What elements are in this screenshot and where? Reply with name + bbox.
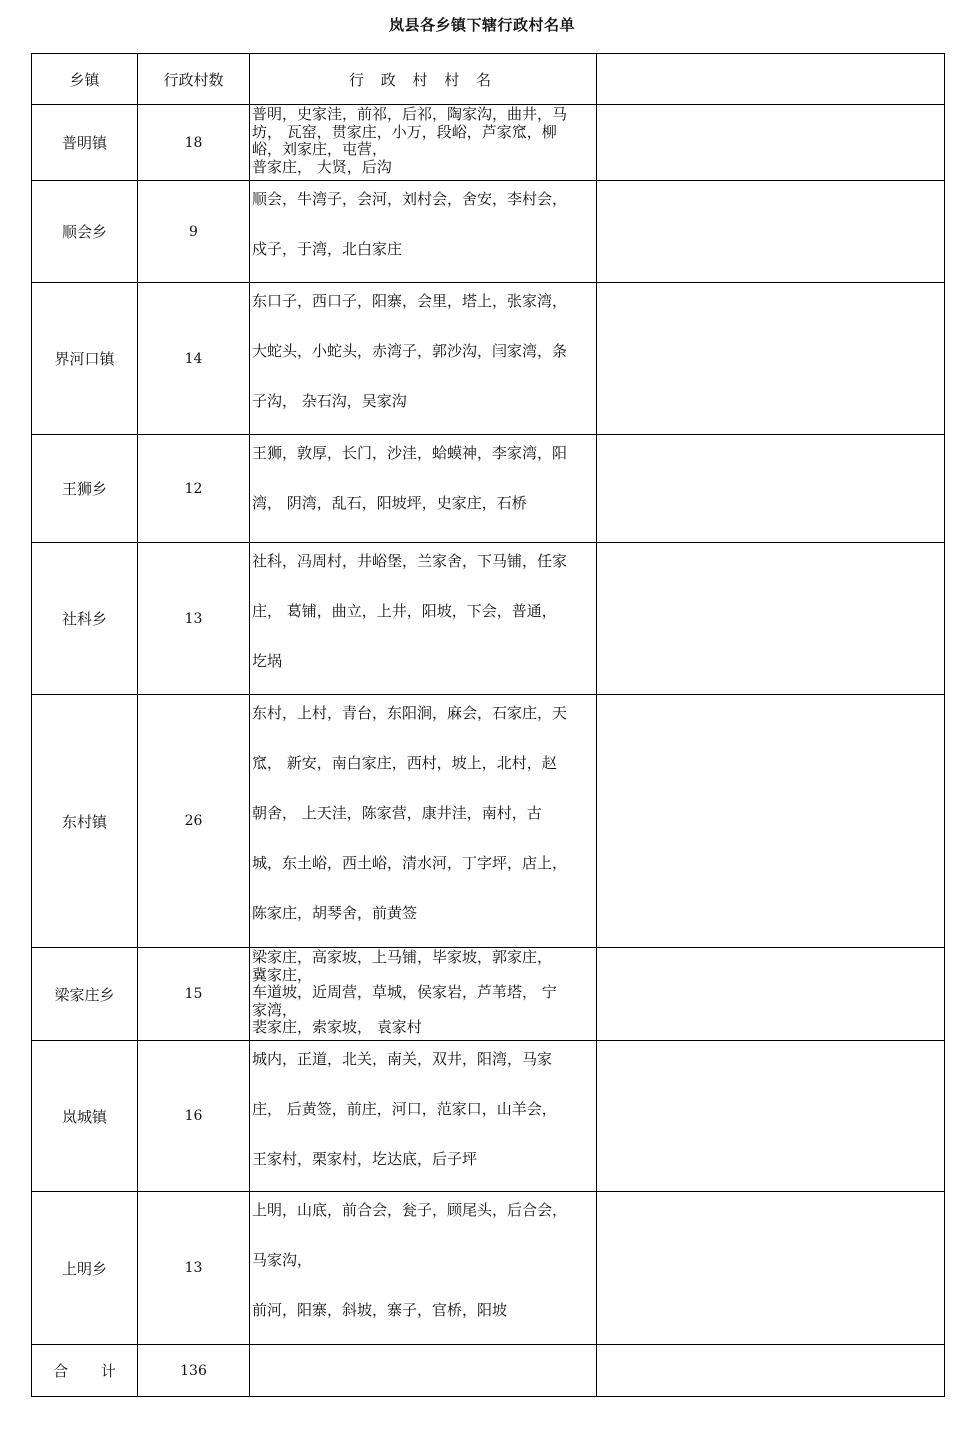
village-names-line: 湾， 阴湾，乱石，阳坡坪，史家庄，石桥: [252, 494, 527, 512]
extra-cell: [597, 435, 945, 543]
extra-cell: [597, 283, 945, 435]
total-count: 136: [138, 1345, 250, 1397]
extra-cell: [597, 1192, 945, 1345]
village-names: [250, 695, 597, 948]
village-names-line: 城，东土峪，西土峪，清水河，丁字坪，店上，: [252, 854, 568, 872]
table-row: [32, 283, 945, 435]
village-count: 18: [138, 105, 250, 181]
village-count: 9: [138, 181, 250, 283]
village-names-line: 大蛇头，小蛇头，赤湾子，郭沙沟，闫家湾，条: [252, 342, 568, 360]
town-name: 普明镇: [32, 105, 138, 181]
town-name: 界河口镇: [32, 283, 138, 435]
village-names-line: 王狮，敦厚，长门，沙洼，蛤蟆神，李家湾，阳: [252, 444, 568, 462]
village-names-line: 城内，正道，北关，南关，双井，阳湾，马家: [252, 1050, 553, 1068]
village-names: [250, 435, 597, 543]
village-count: 13: [138, 543, 250, 695]
village-names: [250, 105, 597, 181]
village-names-line: 坊， 瓦窑，贯家庄，小万，段峪，芦家窊，柳: [252, 122, 557, 141]
town-name: 东村镇: [32, 695, 138, 948]
extra-cell: [597, 105, 945, 181]
village-names: [250, 543, 597, 695]
village-count: 12: [138, 435, 250, 543]
extra-cell: [597, 695, 945, 948]
village-names-line: 社科，冯周村，井峪堡，兰家舍，下马铺，任家: [252, 552, 568, 570]
header-extra: [597, 54, 945, 105]
town-name: 岚城镇: [32, 1041, 138, 1192]
village-names-line: 东村，上村，青台，东阳涧，麻会，石家庄，天: [252, 704, 568, 722]
town-name: 社科乡: [32, 543, 138, 695]
extra-cell: [597, 1041, 945, 1192]
table-row: [32, 435, 945, 543]
total-row: [32, 1345, 945, 1397]
header-row: [32, 54, 945, 105]
table-row: [32, 1041, 945, 1192]
village-names-line: 家湾，: [252, 1000, 298, 1019]
village-count: 15: [138, 948, 250, 1041]
extra-cell: [597, 948, 945, 1041]
header-count: 行政村数: [138, 54, 250, 105]
village-names-line: 子沟， 杂石沟，吴家沟: [252, 392, 407, 410]
table-row: [32, 181, 945, 283]
village-count: 16: [138, 1041, 250, 1192]
village-names-line: 梁家庄，高家坡，上马铺，毕家坡，郭家庄，: [252, 948, 553, 966]
village-names-line: 陈家庄，胡琴舍，前黄签: [252, 904, 418, 922]
village-names-line: 戍子，于湾，北白家庄: [252, 240, 403, 258]
village-names-line: 王家村，栗家村，圪达底，后子坪: [252, 1150, 478, 1168]
village-names: [250, 181, 597, 283]
village-count: 14: [138, 283, 250, 435]
town-name: 王狮乡: [32, 435, 138, 543]
village-names-line: 庄， 后黄签，前庄，河口，范家口，山羊会，: [252, 1100, 557, 1118]
total-extra: [597, 1345, 945, 1397]
table-row: [32, 1192, 945, 1345]
extra-cell: [597, 543, 945, 695]
village-count: 13: [138, 1192, 250, 1345]
village-names-line: 顺会，牛湾子，会河，刘村会，舍安，李村会，: [252, 190, 568, 208]
town-name: 梁家庄乡: [32, 948, 138, 1041]
town-name: 顺会乡: [32, 181, 138, 283]
table-row: [32, 543, 945, 695]
village-names-line: 车道坡，近周营，草城，侯家岩，芦苇塔， 宁: [252, 983, 557, 1001]
village-names-line: 东口子，西口子，阳寨，会里，塔上，张家湾，: [252, 292, 568, 310]
village-names-line: 冀家庄，: [252, 965, 313, 984]
town-name: 上明乡: [32, 1192, 138, 1345]
village-names-line: 上明，山底，前合会，瓮子，顾尾头，后合会，: [252, 1201, 568, 1219]
village-names-line: 朝舍， 上天洼，陈家营，康井洼，南村，古: [252, 804, 542, 822]
header-names: 行 政 村 村 名: [250, 54, 597, 105]
total-names: [250, 1345, 597, 1397]
village-names: [250, 1041, 597, 1192]
village-names-line: 马家沟，: [252, 1251, 313, 1269]
table-row: [32, 105, 945, 181]
page-title: 岚县各乡镇下辖行政村名单: [388, 16, 575, 34]
village-names: [250, 1192, 597, 1345]
extra-cell: [597, 181, 945, 283]
village-names-line: 峪，刘家庄，屯营，: [252, 140, 388, 158]
village-names-line: 前河，阳寨，斜坡，寨子，官桥，阳坡: [252, 1301, 508, 1319]
village-names-line: 普家庄， 大贤，后沟: [252, 157, 392, 176]
village-names: [250, 283, 597, 435]
table-row: [32, 948, 945, 1041]
village-names-line: 庄， 葛铺，曲立，上井，阳坡，下会，普通，: [252, 602, 557, 620]
village-names-line: 窊， 新安，南白家庄，西村，坡上，北村，赵: [252, 754, 557, 772]
village-names: [250, 948, 597, 1041]
village-table: [31, 53, 945, 1397]
header-town: 乡镇: [32, 54, 138, 105]
village-names-line: 圪埚: [252, 652, 283, 670]
village-count: 26: [138, 695, 250, 948]
total-label: 合 计: [53, 1362, 130, 1380]
village-names-line: 普明，史家洼，前祁，后祁，陶家沟，曲井，马: [252, 105, 568, 123]
table-row: [32, 695, 945, 948]
village-names-line: 裴家庄，索家坡， 袁家村: [252, 1018, 422, 1036]
